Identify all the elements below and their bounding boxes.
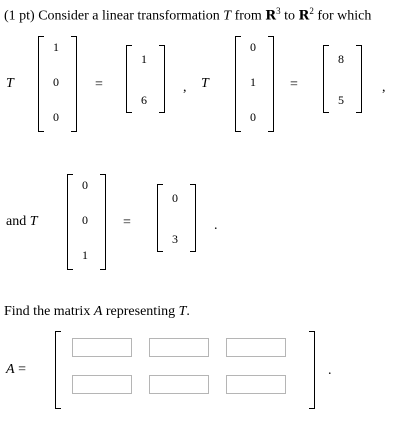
matrix-A-symbol: A [93,304,103,319]
map2-input-2: 1 [250,75,256,89]
question-text [4,304,190,320]
map1-T: T [6,76,14,91]
question-T-symbol: T [178,304,187,319]
map1-output-right-bracket [159,45,165,113]
to-text: to [284,8,295,24]
map1-input-3: 0 [53,110,59,124]
map2-output-1: 8 [338,52,344,66]
map3-input-left-bracket [67,174,73,270]
map3-T: T [29,214,38,229]
answer-input-r1c3[interactable] [227,340,285,357]
map1-equals: = [95,77,103,92]
answer-cell-r2c1[interactable] [72,375,132,394]
map3-input-3: 1 [82,248,88,262]
map1-input-left-bracket [38,36,44,132]
map1-input-1: 1 [53,40,59,54]
map3-input-1: 0 [82,178,88,192]
map2-input-1: 0 [250,40,256,54]
reals-symbol-2: R [298,8,310,24]
answer-input-r1c2[interactable] [150,340,208,357]
map3-output-2: 3 [172,232,178,246]
answer-equals: = [18,362,26,377]
answer-period: . [328,363,332,378]
map3-output-left-bracket [157,184,163,252]
reals-symbol: R [265,8,277,24]
map3-equals: = [123,215,131,230]
find-text: Find the matrix [4,304,91,319]
points-label: (1 pt) [4,8,35,24]
map1-output-1: 1 [141,52,147,66]
map2-input-3: 0 [250,110,256,124]
map1-output-left-bracket [126,45,132,113]
map3-period: . [214,218,218,233]
representing-text: representing [105,304,176,319]
map2-T: T [201,76,209,91]
transform-symbol: T [223,8,232,24]
map3-output-right-bracket [190,184,196,252]
map2-input-left-bracket [235,36,241,132]
and-text: and [6,214,27,229]
answer-left-bracket [55,331,61,409]
intro-text: Consider a linear transformation [38,8,220,24]
map1-input-right-bracket [71,36,77,132]
map3-input-2: 0 [82,213,88,227]
answer-cell-r1c3[interactable] [226,338,286,357]
answer-A-symbol: A [6,362,15,377]
answer-label [6,362,26,378]
map3-label [6,214,38,230]
map1-comma: , [183,80,187,95]
map2-output-2: 5 [338,93,344,107]
map3-input-right-bracket [100,174,106,270]
problem-statement [4,6,371,25]
map2-comma: , [382,80,386,95]
answer-input-r1c1[interactable] [73,340,131,357]
map3-output-1: 0 [172,191,178,205]
map2-input-right-bracket [268,36,274,132]
question-period: . [186,304,190,319]
map2-output-right-bracket [356,45,362,113]
answer-right-bracket [309,331,315,409]
answer-cell-r1c1[interactable] [72,338,132,357]
map2-output-left-bracket [323,45,329,113]
dim-to: 2 [309,6,314,16]
map2-equals: = [290,77,298,92]
from-text: from [234,8,262,24]
answer-input-r2c3[interactable] [227,377,285,394]
map1-input-2: 0 [53,75,59,89]
for-which-text: for which [317,8,372,24]
answer-cell-r2c3[interactable] [226,375,286,394]
answer-cell-r2c2[interactable] [149,375,209,394]
answer-cell-r1c2[interactable] [149,338,209,357]
answer-input-r2c2[interactable] [150,377,208,394]
dim-from: 3 [276,6,281,16]
answer-input-r2c1[interactable] [73,377,131,394]
map1-output-2: 6 [141,93,147,107]
